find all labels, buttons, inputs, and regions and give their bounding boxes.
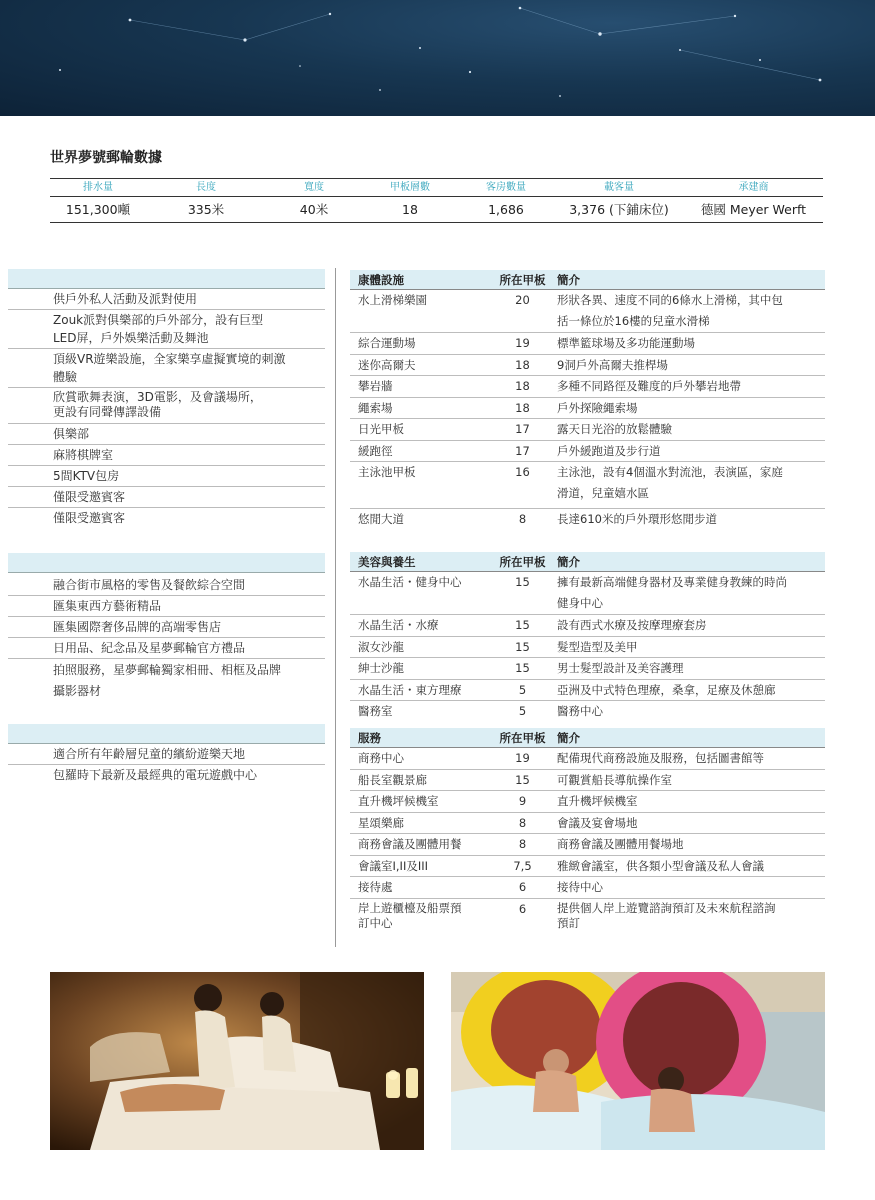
facility-description: 可觀賞船長導航操作室 bbox=[557, 772, 672, 787]
deck-number: 6 bbox=[518, 901, 527, 916]
list-item: 僅限受邀賓客 bbox=[53, 511, 126, 525]
table-row bbox=[350, 680, 825, 702]
facility-description: 醫務中心 bbox=[557, 704, 603, 718]
table-row bbox=[350, 877, 825, 899]
facility-name: 綜合運動場 bbox=[358, 336, 416, 350]
stats-header: 寬度 bbox=[304, 182, 324, 193]
facility-description: 亞洲及中式特色理療，桑拿，足療及休憩廊 bbox=[557, 682, 776, 697]
table-row bbox=[350, 376, 825, 398]
list-item: 俱樂部 bbox=[8, 424, 325, 445]
stats-header: 甲板層數 bbox=[390, 182, 430, 193]
stats-header: 客房數量 bbox=[486, 182, 526, 193]
facility-description: 形狀各異、速度不同的6條水上滑梯，其中包 括一條位於16樓的兒童水滑梯 bbox=[557, 293, 783, 328]
facility-description: 標準籃球場及多功能運動場 bbox=[557, 336, 695, 350]
facility-name: 水晶生活・健身中心 bbox=[358, 575, 462, 589]
beauty-wellness-table bbox=[350, 552, 825, 722]
services-table bbox=[350, 728, 825, 933]
list-item: 日用品、紀念品及星夢郵輪官方禮品 bbox=[8, 638, 325, 659]
stats-value: 18 bbox=[402, 202, 418, 217]
deck-number: 15 bbox=[515, 661, 530, 675]
facility-name: 悠閒大道 bbox=[358, 512, 404, 526]
stats-value: 德國 Meyer Werft bbox=[700, 202, 807, 217]
facility-name: 繩索場 bbox=[358, 400, 393, 415]
facility-description: 設有西式水療及按摩理療套房 bbox=[557, 618, 707, 632]
table-row bbox=[350, 615, 825, 637]
starry-banner bbox=[0, 0, 875, 116]
list-item: 融合街市風格的零售及餐飲綜合空間 bbox=[8, 573, 325, 596]
facility-description: 戶外探險繩索場 bbox=[557, 400, 638, 415]
stats-value: 1,686 bbox=[488, 202, 524, 217]
facility-name: 淑女沙龍 bbox=[358, 639, 404, 654]
deck-number: 19 bbox=[515, 336, 530, 350]
deck-number: 15 bbox=[515, 639, 530, 654]
table-row bbox=[350, 333, 825, 355]
table-header-row bbox=[350, 270, 825, 290]
table-row bbox=[350, 290, 825, 333]
deck-number: 9 bbox=[518, 794, 527, 808]
facility-description: 多種不同路徑及難度的戶外攀岩地帶 bbox=[557, 379, 741, 393]
table-row bbox=[350, 572, 825, 615]
deck-number: 6 bbox=[518, 880, 527, 894]
stats-header: 載客量 bbox=[604, 182, 634, 193]
facility-name: 星頌樂廊 bbox=[358, 815, 404, 830]
left-list-shopping bbox=[8, 553, 325, 703]
table-row bbox=[350, 770, 825, 792]
table-row bbox=[350, 419, 825, 441]
spa-massage-photo bbox=[50, 972, 424, 1150]
deck-number: 19 bbox=[515, 751, 530, 765]
table-row bbox=[350, 701, 825, 722]
table-header: 簡介 bbox=[557, 555, 580, 569]
facility-name: 醫務室 bbox=[358, 704, 393, 718]
facility-description: 擁有最新高端健身器材及專業健身教練的時尚 健身中心 bbox=[557, 575, 787, 610]
facility-description: 配備現代商務設施及服務，包括圖書館等 bbox=[557, 751, 764, 765]
deck-number: 18 bbox=[515, 357, 530, 372]
stats-value-row bbox=[50, 197, 823, 222]
left-list-kids bbox=[8, 724, 325, 785]
facility-description: 會議及宴會場地 bbox=[557, 815, 638, 830]
facility-description: 雅緻會議室，供各類小型會議及私人會議 bbox=[557, 858, 764, 873]
facility-description: 長達610米的戶外環形悠閒步道 bbox=[557, 512, 717, 526]
list-item: 欣賞歌舞表演，3D電影，及會議場所， 更設有同聲傳譯設備 bbox=[8, 388, 325, 424]
table-header-row bbox=[350, 728, 825, 748]
stats-value: 3,376 (下鋪床位) bbox=[569, 202, 669, 217]
section-header-bar bbox=[8, 553, 325, 573]
deck-number: 20 bbox=[515, 293, 530, 307]
list-item: 包羅時下最新及最經典的電玩遊戲中心 bbox=[53, 768, 258, 782]
stats-value: 151,300噸 bbox=[65, 202, 131, 217]
facility-name: 緩跑徑 bbox=[358, 443, 393, 458]
deck-number: 8 bbox=[518, 512, 527, 526]
deck-number: 7,5 bbox=[513, 858, 532, 873]
facility-name: 日光甲板 bbox=[358, 422, 404, 436]
list-item: Zouk派對俱樂部的戶外部分，設有巨型 LED屏，戶外娛樂活動及舞池 bbox=[8, 310, 325, 349]
facility-name: 水晶生活・水療 bbox=[358, 618, 439, 632]
table-header: 所在甲板 bbox=[499, 731, 546, 745]
table-header: 所在甲板 bbox=[499, 555, 546, 569]
facility-description: 直升機坪候機室 bbox=[557, 794, 638, 808]
facility-description: 髮型造型及美甲 bbox=[557, 639, 638, 654]
table-row bbox=[350, 441, 825, 463]
table-row bbox=[350, 398, 825, 420]
table-header: 所在甲板 bbox=[499, 273, 546, 287]
facility-name: 船長室觀景廊 bbox=[358, 772, 427, 787]
facility-description: 露天日光浴的放鬆體驗 bbox=[557, 422, 672, 436]
table-header-row bbox=[350, 552, 825, 572]
section-header-bar bbox=[8, 269, 325, 289]
table-header: 美容與養生 bbox=[358, 555, 416, 569]
deck-number: 8 bbox=[518, 837, 527, 851]
section-header-bar bbox=[8, 724, 325, 744]
stats-header: 承建商 bbox=[738, 182, 769, 193]
list-item: 供戶外私人活動及派對使用 bbox=[8, 289, 325, 310]
deck-number: 15 bbox=[515, 772, 530, 787]
table-header: 服務 bbox=[358, 731, 381, 745]
facility-name: 商務中心 bbox=[358, 751, 404, 765]
facility-description: 戶外緩跑道及步行道 bbox=[557, 443, 661, 458]
facility-description: 男士髮型設計及美容護理 bbox=[557, 661, 684, 675]
deck-number: 16 bbox=[515, 465, 530, 479]
facility-name: 水晶生活・東方理療 bbox=[358, 682, 462, 697]
facility-name: 接待處 bbox=[358, 880, 393, 894]
table-row bbox=[350, 509, 825, 530]
list-item: 麻將棋牌室 bbox=[8, 445, 325, 466]
deck-number: 15 bbox=[515, 618, 530, 632]
table-row bbox=[350, 355, 825, 377]
table-row bbox=[350, 813, 825, 835]
stats-header: 排水量 bbox=[83, 182, 113, 193]
water-slide-photo bbox=[451, 972, 825, 1150]
list-item: 匯集東西方藝術精品 bbox=[8, 596, 325, 617]
table-row bbox=[350, 658, 825, 680]
facility-name: 攀岩牆 bbox=[358, 379, 393, 393]
facility-name: 主泳池甲板 bbox=[358, 465, 416, 479]
facility-name: 紳士沙龍 bbox=[358, 661, 404, 675]
deck-number: 17 bbox=[515, 443, 530, 458]
table-row bbox=[350, 748, 825, 770]
stats-value: 40米 bbox=[299, 202, 329, 217]
table-row bbox=[350, 899, 825, 933]
facility-name: 水上滑梯樂園 bbox=[358, 293, 427, 307]
facility-name: 迷你高爾夫 bbox=[358, 357, 416, 372]
deck-number: 18 bbox=[515, 379, 530, 393]
list-item: 5間KTV包房 bbox=[8, 466, 325, 487]
deck-number: 18 bbox=[515, 400, 530, 415]
facility-description: 9洞戶外高爾夫推桿場 bbox=[557, 357, 668, 372]
column-divider bbox=[335, 268, 336, 947]
list-item: 拍照服務，星夢郵輪獨家相冊、相框及品牌 攝影器材 bbox=[53, 663, 282, 698]
table-row bbox=[350, 834, 825, 856]
table-row bbox=[350, 856, 825, 878]
ship-stats-table bbox=[50, 178, 823, 223]
facility-description: 主泳池，設有4個溫水對流池，表演區，家庭 滑道，兒童嬉水區 bbox=[557, 465, 783, 500]
list-item: 僅限受邀賓客 bbox=[8, 487, 325, 508]
facility-name: 商務會議及團體用餐 bbox=[358, 837, 462, 851]
table-header: 簡介 bbox=[557, 731, 580, 745]
recreation-table bbox=[350, 270, 825, 530]
facility-name: 直升機坪候機室 bbox=[358, 794, 439, 808]
star-field-decoration bbox=[0, 0, 875, 116]
facility-description: 接待中心 bbox=[557, 880, 603, 894]
facility-name: 會議室I,II及III bbox=[358, 858, 429, 873]
facility-name: 岸上遊櫃檯及船票預 訂中心 bbox=[358, 900, 462, 930]
table-row bbox=[350, 637, 825, 659]
stats-header-row bbox=[50, 179, 823, 197]
table-header: 康體設施 bbox=[358, 273, 404, 287]
deck-number: 5 bbox=[518, 704, 527, 718]
deck-number: 17 bbox=[515, 422, 530, 436]
facility-description: 提供個人岸上遊覽諮詢預訂及未來航程諮詢 預訂 bbox=[557, 900, 776, 930]
list-item: 匯集國際奢侈品牌的高端零售店 bbox=[8, 617, 325, 638]
deck-number: 5 bbox=[518, 682, 527, 697]
table-header: 簡介 bbox=[557, 273, 580, 287]
stats-title: 世界夢號郵輪數據 bbox=[50, 150, 162, 166]
table-row bbox=[350, 791, 825, 813]
list-item: 適合所有年齡層兒童的繽紛遊樂天地 bbox=[8, 744, 325, 765]
deck-number: 8 bbox=[518, 815, 527, 830]
list-item: 頂級VR遊樂設施，全家樂享虛擬實境的刺激 體驗 bbox=[8, 349, 325, 388]
stats-value: 335米 bbox=[187, 202, 225, 217]
left-list-recreation bbox=[8, 269, 325, 528]
stats-header: 長度 bbox=[196, 182, 216, 193]
deck-number: 15 bbox=[515, 575, 530, 589]
facility-description: 商務會議及團體用餐場地 bbox=[557, 837, 684, 851]
table-row bbox=[350, 462, 825, 509]
